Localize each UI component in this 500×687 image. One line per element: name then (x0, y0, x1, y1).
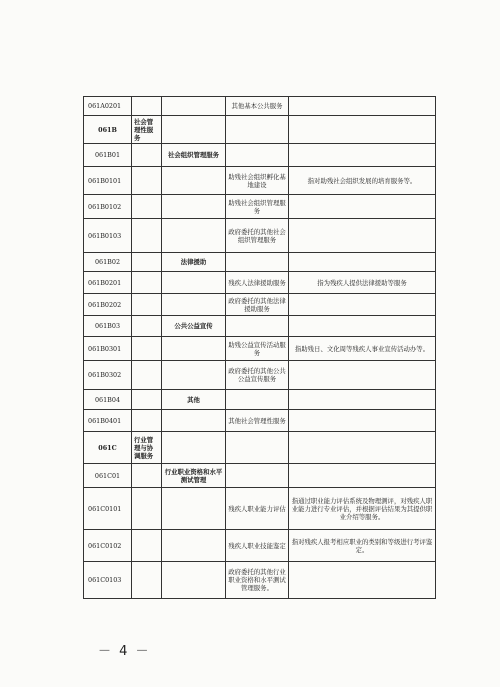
description-cell (289, 144, 436, 167)
service-item-cell (226, 390, 289, 410)
catalog-code-cell: 061C0102 (84, 530, 132, 562)
description-cell (289, 432, 436, 464)
description-cell: 指为残疾人提供法律援助等服务 (289, 272, 436, 294)
service-item-cell (226, 316, 289, 337)
subcategory-cell: 行业职业资格和水平测试管理 (162, 464, 226, 488)
category-cell (132, 361, 162, 390)
table-row (84, 562, 436, 599)
catalog-code-cell: 061C01 (84, 464, 132, 488)
category-cell: 行业管理与协调服务 (132, 432, 162, 464)
catalog-code-cell: 061C0101 (84, 488, 132, 530)
service-item-cell (226, 464, 289, 488)
service-item-cell: 残疾人职业技能鉴定 (226, 530, 289, 562)
table-body (84, 97, 436, 599)
table-row (84, 464, 436, 488)
table-row (84, 116, 436, 144)
table-row (84, 337, 436, 361)
category-cell (132, 272, 162, 294)
service-item-cell (226, 253, 289, 272)
description-cell (289, 195, 436, 219)
description-cell (289, 390, 436, 410)
table-row (84, 294, 436, 316)
table-row (84, 219, 436, 253)
catalog-code-cell: 061B01 (84, 144, 132, 167)
subcategory-cell (162, 97, 226, 116)
subcategory-cell (162, 337, 226, 361)
table-row (84, 253, 436, 272)
description-cell: 指对助残社会组织发展的培育服务等。 (289, 167, 436, 195)
catalog-code-cell: 061B0103 (84, 219, 132, 253)
service-item-cell: 助残公益宣传活动服务 (226, 337, 289, 361)
category-cell (132, 195, 162, 219)
catalog-code-cell: 061B0302 (84, 361, 132, 390)
table-row (84, 410, 436, 432)
subcategory-cell (162, 488, 226, 530)
table-row (84, 195, 436, 219)
catalog-code-cell: 061B02 (84, 253, 132, 272)
service-item-cell: 助残社会组织管理服务 (226, 195, 289, 219)
service-item-cell (226, 116, 289, 144)
description-cell (289, 294, 436, 316)
subcategory-cell: 公共公益宣传 (162, 316, 226, 337)
service-catalog-table (83, 96, 436, 599)
service-item-cell (226, 144, 289, 167)
service-item-cell: 残疾人职业能力评估 (226, 488, 289, 530)
subcategory-cell (162, 116, 226, 144)
subcategory-cell (162, 294, 226, 316)
subcategory-cell: 社会组织管理服务 (162, 144, 226, 167)
service-item-cell: 政府委托的其他公共公益宣传服务 (226, 361, 289, 390)
catalog-code-cell: 061B0102 (84, 195, 132, 219)
catalog-code-cell: 061B0101 (84, 167, 132, 195)
subcategory-cell (162, 219, 226, 253)
table-row (84, 167, 436, 195)
service-item-cell: 残疾人法律援助服务 (226, 272, 289, 294)
catalog-code-cell: 061C0103 (84, 562, 132, 599)
description-cell (289, 116, 436, 144)
table-row (84, 316, 436, 337)
table-row (84, 488, 436, 530)
table-row (84, 361, 436, 390)
category-cell (132, 316, 162, 337)
description-cell: 指助残日、文化周等残疾人事业宣传活动办等。 (289, 337, 436, 361)
description-cell (289, 562, 436, 599)
service-item-cell: 政府委托的其他行业职业资格和水平测试管理服务。 (226, 562, 289, 599)
description-cell: 指对残疾人报考相应职业的类别和等级进行考评鉴定。 (289, 530, 436, 562)
service-item-cell: 政府委托的其他社会组织管理服务 (226, 219, 289, 253)
category-cell (132, 410, 162, 432)
subcategory-cell (162, 167, 226, 195)
category-cell (132, 219, 162, 253)
catalog-code-cell: 061B0201 (84, 272, 132, 294)
catalog-code-cell: 061B (84, 116, 132, 144)
description-cell (289, 253, 436, 272)
table-row (84, 390, 436, 410)
service-item-cell: 助残社会组织孵化基地建设 (226, 167, 289, 195)
catalog-code-cell: 061B0301 (84, 337, 132, 361)
description-cell (289, 219, 436, 253)
subcategory-cell (162, 195, 226, 219)
category-cell (132, 294, 162, 316)
subcategory-cell (162, 410, 226, 432)
table-row (84, 97, 436, 116)
service-item-cell: 其他社会管理性服务 (226, 410, 289, 432)
category-cell (132, 530, 162, 562)
subcategory-cell (162, 361, 226, 390)
subcategory-cell: 其他 (162, 390, 226, 410)
category-cell (132, 167, 162, 195)
category-cell (132, 253, 162, 272)
page-number: － 4 － (98, 644, 151, 659)
category-cell: 社会管理性服务 (132, 116, 162, 144)
catalog-code-cell: 061C (84, 432, 132, 464)
category-cell (132, 144, 162, 167)
subcategory-cell: 法律援助 (162, 253, 226, 272)
catalog-code-cell: 061A0201 (84, 97, 132, 116)
catalog-code-cell: 061B0401 (84, 410, 132, 432)
description-cell: 指通过职业能力评估系统及物理测评，对残疾人职业能力进行专业评估，并根据评估结果为其提供职业介绍等服务。 (289, 488, 436, 530)
description-cell (289, 97, 436, 116)
category-cell (132, 390, 162, 410)
subcategory-cell (162, 562, 226, 599)
table-row (84, 272, 436, 294)
category-cell (132, 337, 162, 361)
table-row (84, 432, 436, 464)
description-cell (289, 361, 436, 390)
catalog-code-cell: 061B03 (84, 316, 132, 337)
service-item-cell: 其他基本公共服务 (226, 97, 289, 116)
category-cell (132, 562, 162, 599)
category-cell (132, 97, 162, 116)
catalog-code-cell: 061B0202 (84, 294, 132, 316)
catalog-code-cell: 061B04 (84, 390, 132, 410)
description-cell (289, 410, 436, 432)
table-row (84, 144, 436, 167)
category-cell (132, 464, 162, 488)
subcategory-cell (162, 432, 226, 464)
description-cell (289, 464, 436, 488)
subcategory-cell (162, 272, 226, 294)
description-cell (289, 316, 436, 337)
service-item-cell (226, 432, 289, 464)
category-cell (132, 488, 162, 530)
service-item-cell: 政府委托的其他法律援助服务 (226, 294, 289, 316)
subcategory-cell (162, 530, 226, 562)
table-row (84, 530, 436, 562)
